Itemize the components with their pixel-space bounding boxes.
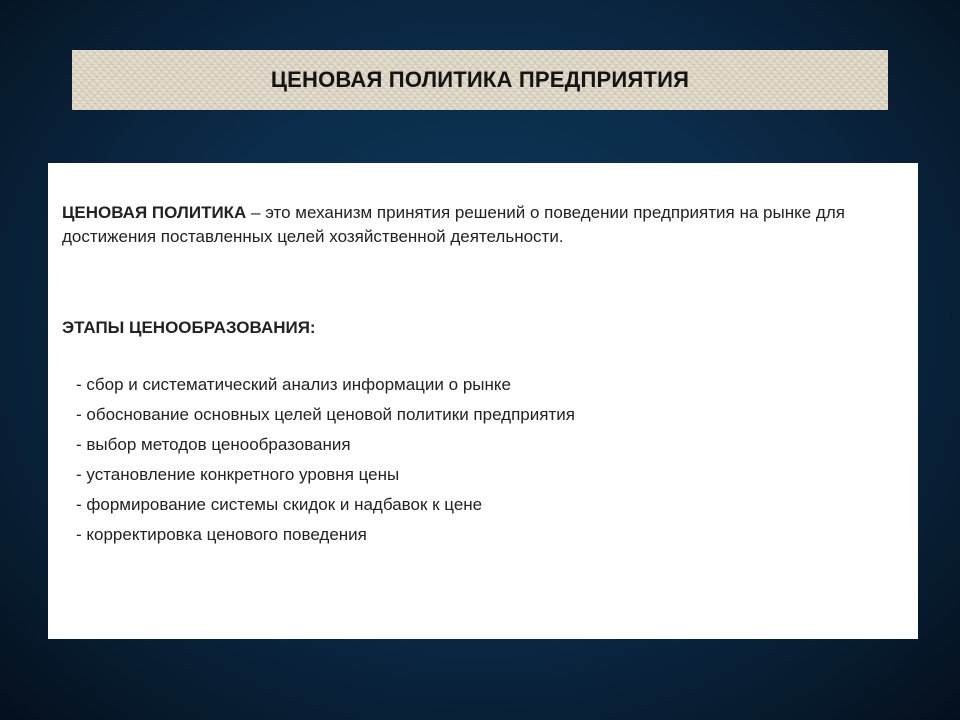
definition-paragraph	[62, 201, 904, 249]
stage-item: - формирование системы скидок и надбавок к цене	[76, 495, 483, 514]
stage-item: - сбор и систематический анализ информации о рынке	[76, 375, 511, 394]
stages-heading: ЭТАПЫ ЦЕНООБРАЗОВАНИЯ:	[62, 318, 316, 337]
stages-list	[76, 375, 575, 555]
stage-item: - корректировка ценового поведения	[76, 525, 367, 544]
stage-item: - выбор методов ценообразования	[76, 435, 351, 454]
definition-text: – это механизм принятия решений о поведении предприятия на рынке для достижения поставленных целей хозяйственной деятельности.	[62, 203, 845, 246]
slide-title: ЦЕНОВАЯ ПОЛИТИКА ПРЕДПРИЯТИЯ	[270, 67, 690, 92]
stage-item: - установление конкретного уровня цены	[76, 465, 400, 484]
content-panel	[48, 163, 918, 639]
title-banner	[72, 50, 888, 110]
definition-term: ЦЕНОВАЯ ПОЛИТИКА	[62, 203, 247, 222]
stage-item: - обоснование основных целей ценовой политики предприятия	[76, 405, 575, 424]
